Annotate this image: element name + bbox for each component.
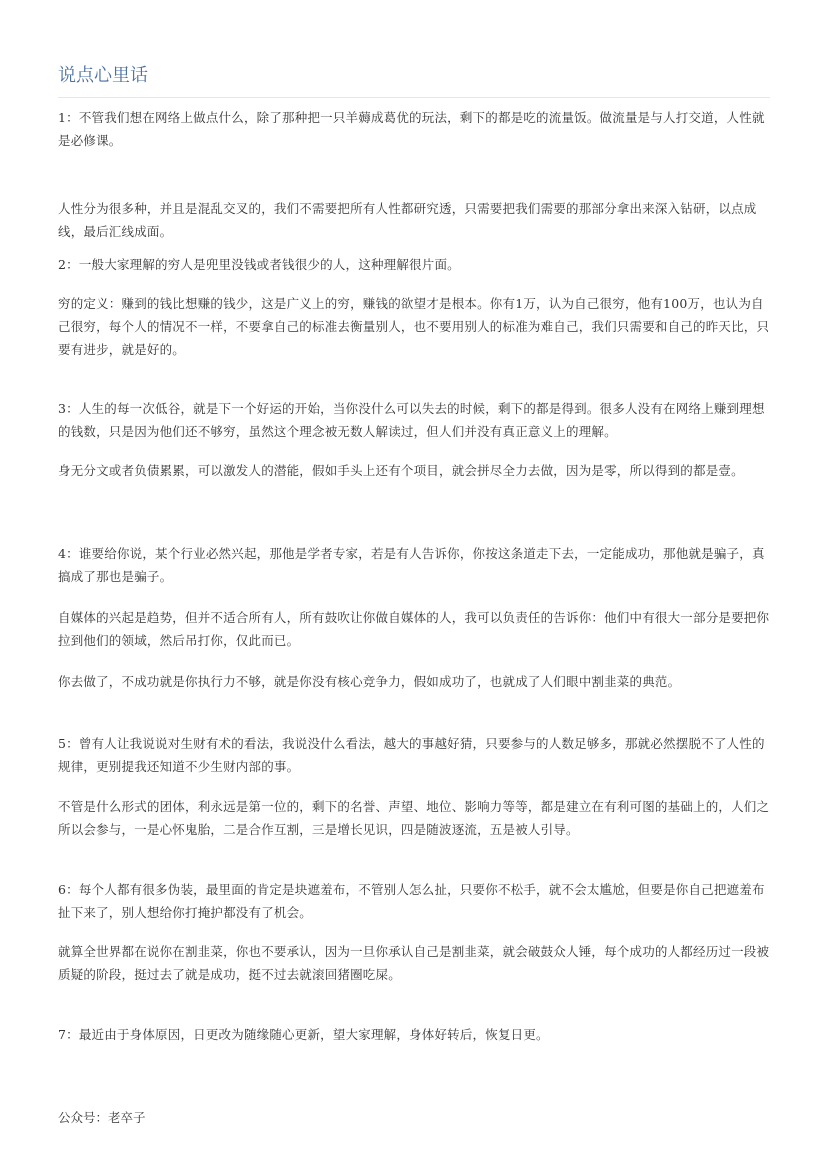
paragraph-1: 1：不管我们想在网络上做点什么，除了那种把一只羊薅成葛优的玩法，剩下的都是吃的流量饭。做流量是与人打交道，人性就是必修课。	[58, 110, 765, 148]
paragraph-2: 人性分为很多种，并且是混乱交叉的，我们不需要把所有人性都研究透，只需要把我们需要的那部分拿出来深入钻研，以点成线，最后汇线成面。	[58, 201, 757, 239]
paragraph-9: 你去做了，不成功就是你执行力不够，就是你没有核心竞争力，假如成功了，也就成了人们眼中割韭菜的典范。	[58, 674, 681, 689]
paragraph-14: 7：最近由于身体原因，日更改为随缘随心更新，望大家理解，身体好转后，恢复日更。	[58, 1027, 549, 1042]
paragraph-12: 6：每个人都有很多伪装，最里面的肯定是块遮羞布，不管别人怎么扯，只要你不松手，就不会太尴尬，但要是你自己把遮羞布扯下来了，别人想给你打掩护都没有了机会。	[58, 882, 765, 920]
paragraph-11: 不管是什么形式的团体，利永远是第一位的，剩下的名誉、声望、地位、影响力等等，都是建立在有利可图的基础上的，人们之所以会参与，一是心怀鬼胎，二是合作互割，三是增长见识，四是随波逐流，五是被人引导。	[58, 799, 770, 837]
paragraph-8: 自媒体的兴起是趋势，但并不适合所有人，所有鼓吹让你做自媒体的人，我可以负责任的告诉你：他们中有很大一部分是要把你拉到他们的领域，然后吊打你，仅此而已。	[58, 610, 770, 648]
title-divider	[58, 97, 770, 98]
paragraph-3: 2：一般大家理解的穷人是兜里没钱或者钱很少的人，这种理解很片面。	[58, 257, 460, 272]
paragraph-6: 身无分文或者负债累累，可以激发人的潜能，假如手头上还有个项目，就会拼尽全力去做，因为是零，所以得到的都是壹。	[58, 463, 744, 478]
page-title: 说点心里话	[58, 65, 148, 86]
account-signature: 公众号：老卒子	[58, 1110, 146, 1125]
paragraph-10: 5：曾有人让我说说对生财有术的看法，我说没什么看法，越大的事越好猜，只要参与的人数足够多，那就必然摆脱不了人性的规律，更别提我还知道不少生财内部的事。	[58, 736, 765, 774]
paragraph-4: 穷的定义：赚到的钱比想赚的钱少，这是广义上的穷，赚钱的欲望才是根本。你有1万，认为自己很穷，他有100万，也认为自己很穷，每个人的情况不一样，不要拿自己的标准去衡量别人，也不要用别人的标准为难自己，我们只需要和自己的昨天比，只要有进步，就是好的。	[58, 296, 770, 357]
paragraph-5: 3：人生的每一次低谷，就是下一个好运的开始，当你没什么可以失去的时候，剩下的都是得到。很多人没有在网络上赚到理想的钱数，只是因为他们还不够穷，虽然这个理念被无数人解读过，但人们并没有真正意义上的理解。	[58, 401, 765, 439]
paragraph-13: 就算全世界都在说你在割韭菜，你也不要承认，因为一旦你承认自己是割韭菜，就会破鼓众人锤，每个成功的人都经历过一段被质疑的阶段，挺过去了就是成功，挺不过去就滚回猪圈吃屎。	[58, 944, 770, 982]
paragraph-7: 4：谁要给你说，某个行业必然兴起，那他是学者专家，若是有人告诉你，你按这条道走下去，一定能成功，那他就是骗子，真搞成了那也是骗子。	[58, 546, 765, 584]
